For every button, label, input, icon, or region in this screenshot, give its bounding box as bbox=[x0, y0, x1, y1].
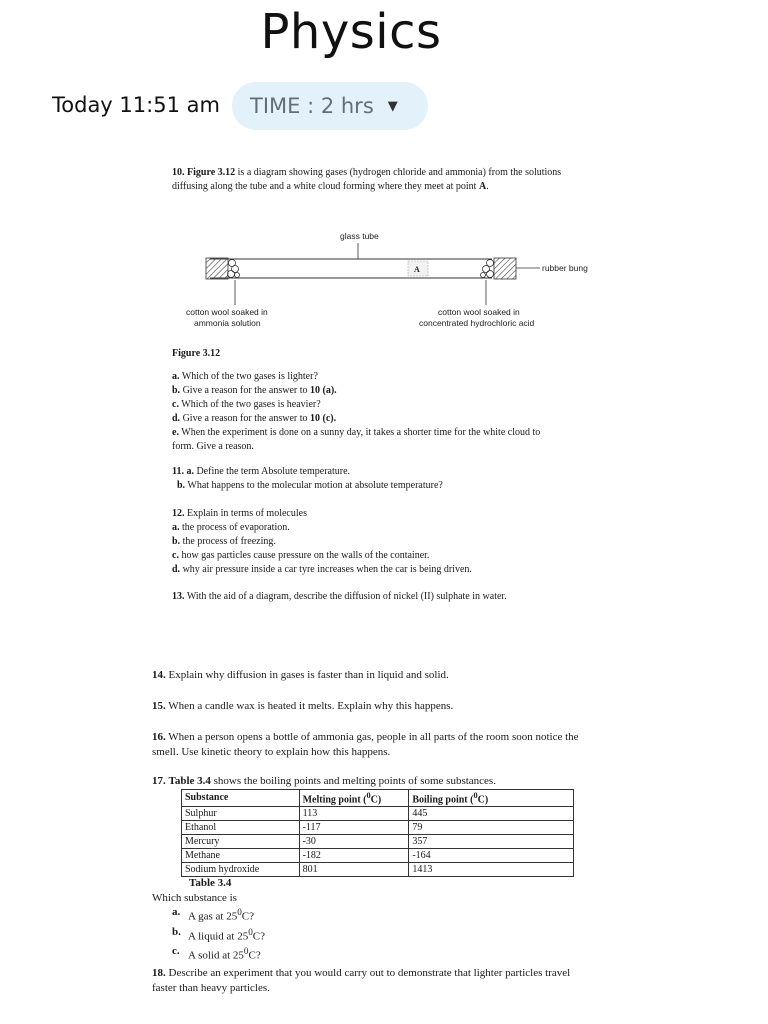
table-row bbox=[182, 863, 574, 877]
chevron-down-icon: ▼ bbox=[387, 98, 398, 114]
question-17-parts bbox=[172, 905, 265, 964]
left-rubber-bung bbox=[206, 258, 228, 279]
table-header: Boiling point ($^0$C) bbox=[409, 790, 574, 807]
glass-tube-label: glass tube bbox=[340, 231, 379, 241]
question-17: 17. Table 3.4 shows the boiling points and melting points of some substances. bbox=[152, 775, 496, 787]
table-cell: -30 bbox=[299, 835, 409, 849]
table-caption: Table 3.4 bbox=[189, 877, 232, 889]
question-15: 15. When a candle wax is heated it melts. Explain why this happens. bbox=[152, 700, 454, 712]
substances-table bbox=[181, 789, 574, 877]
table-cell: Ethanol bbox=[182, 821, 300, 835]
table-cell: -117 bbox=[299, 821, 409, 835]
question-17-prompt: Which substance is bbox=[152, 892, 237, 904]
table-cell: 801 bbox=[299, 863, 409, 877]
table-header: Melting point ($^0$C) bbox=[299, 790, 409, 807]
table-cell: Sulphur bbox=[182, 807, 300, 821]
subject-title: Physics bbox=[260, 4, 442, 60]
table-cell: -164 bbox=[409, 849, 574, 863]
left-label-line2: ammonia solution bbox=[194, 318, 261, 328]
question-13: 13. With the aid of a diagram, describe the diffusion of nickel (II) sulphate in water. bbox=[172, 591, 507, 602]
question-16: 16. When a person opens a bottle of ammonia gas, people in all parts of the room soon notice the smell. Use kinetic theory to explain how this happens. bbox=[152, 731, 579, 758]
list-item: c. A solid at $25^0C$? bbox=[172, 945, 261, 962]
list-item: b. A liquid at $25^0C$? bbox=[172, 925, 266, 943]
time-dropdown[interactable] bbox=[232, 82, 428, 130]
table-cell: 357 bbox=[409, 835, 574, 849]
table-cell: -182 bbox=[299, 849, 409, 863]
diffusion-diagram bbox=[170, 225, 610, 335]
table-cell: 79 bbox=[409, 821, 574, 835]
question-11: 11. a. Define the term Absolute temperature. b. What happens to the molecular motion at absolute temperature? bbox=[172, 466, 443, 491]
left-cotton-wool bbox=[228, 260, 240, 278]
question-14: 14. Explain why diffusion in gases is faster than in liquid and solid. bbox=[152, 669, 449, 681]
point-a-label: A bbox=[414, 265, 420, 274]
table-row bbox=[182, 849, 574, 863]
question-12: 12. Explain in terms of molecules a. the process of evaporation. b. the process of freezing. c. how gas particles cause pressure on the walls of the container. d. why air pressure inside a car tyre increases when the car is being driven. bbox=[172, 508, 472, 575]
table-cell: 445 bbox=[409, 807, 574, 821]
table-header: Substance bbox=[182, 790, 300, 807]
right-rubber-bung bbox=[494, 258, 516, 279]
question-10: 10. Figure 3.12 is a diagram showing gases (hydrogen chloride and ammonia) from the solutions diffusing along the tube and a white cloud forming where they meet at point A. bbox=[172, 167, 562, 192]
list-item: a. A gas at $25^0C$? bbox=[172, 906, 255, 923]
table-cell: Sodium hydroxide bbox=[182, 863, 300, 877]
left-label-line1: cotton wool soaked in bbox=[186, 307, 268, 317]
rubber-bung-label: rubber bung bbox=[542, 263, 588, 273]
table-row bbox=[182, 835, 574, 849]
table-cell: Methane bbox=[182, 849, 300, 863]
right-cotton-wool bbox=[481, 260, 494, 278]
right-label-line2: concentrated hydrochloric acid bbox=[419, 318, 535, 328]
time-label: TIME : 2 hrs bbox=[250, 94, 374, 118]
datetime-label: Today 11:51 am bbox=[52, 93, 220, 117]
table-cell: 113 bbox=[299, 807, 409, 821]
table-row bbox=[182, 821, 574, 835]
table-cell: Mercury bbox=[182, 835, 300, 849]
table-row bbox=[182, 807, 574, 821]
table-header-row bbox=[182, 790, 574, 807]
table-cell: 1413 bbox=[409, 863, 574, 877]
question-10-parts: a. Which of the two gases is lighter? b. Give a reason for the answer to 10 (a). c. Which of the two gases is heavier? d. Give a reason for the answer to 10 (c). e. When the experiment is done on a sunny day, it takes a shorter time for the white cloud to form. Give a reason. bbox=[172, 371, 541, 452]
right-label-line1: cotton wool soaked in bbox=[438, 307, 520, 317]
question-18: 18. Describe an experiment that you would carry out to demonstrate that lighter particles travel faster than heavy particles. bbox=[152, 967, 571, 994]
figure-caption: Figure 3.12 bbox=[172, 348, 221, 359]
